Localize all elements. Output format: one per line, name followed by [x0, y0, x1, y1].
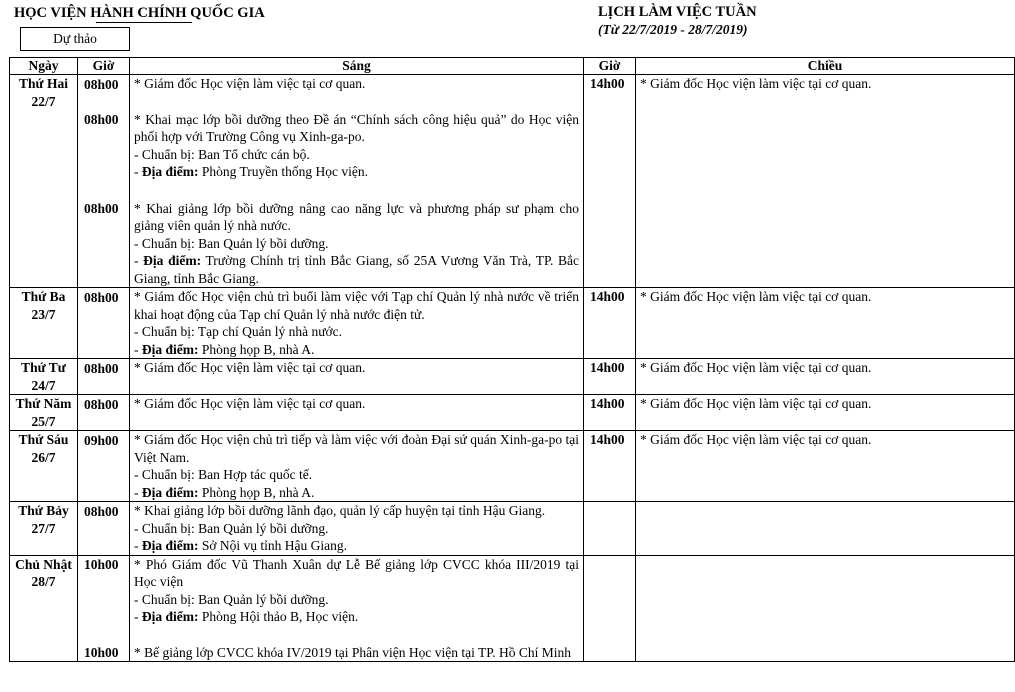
header-morning-time: Giờ: [78, 58, 130, 75]
location-value: Trường Chính trị tỉnh Bắc Giang, số 25A Vương Văn Trà, TP. Bắc Giang, tỉnh Bắc Giang.: [134, 253, 579, 286]
afternoon-time-cell: 14h00: [584, 359, 636, 395]
morning-cell: [130, 75, 584, 288]
location-value: Sở Nội vụ tỉnh Hậu Giang.: [201, 538, 348, 553]
event-preparation: - Chuẩn bị: Ban Quản lý bồi dưỡng.: [134, 520, 329, 536]
event-location: - Địa điểm: Phòng họp B, nhà A.: [134, 484, 315, 500]
morning-cell: [130, 502, 584, 556]
afternoon-cell: * Giám đốc Học viện làm việc tại cơ quan.: [636, 395, 1015, 431]
location-label: Địa điểm:: [141, 538, 199, 553]
event-time: 10h00: [84, 557, 119, 572]
day-date: 26/7: [31, 449, 56, 465]
location-value: Phòng Hội thảo B, Học viện.: [201, 609, 359, 624]
morning-event: [134, 75, 579, 93]
day-name: Chủ Nhật: [15, 556, 72, 572]
morning-time-cell: [78, 502, 130, 556]
day-name: Thứ Tư: [21, 360, 66, 375]
event-location: - Địa điểm: Phòng Truyền thống Học viện.: [134, 164, 369, 179]
morning-cell: [130, 395, 584, 431]
location-label: Địa điểm:: [143, 253, 202, 268]
day-name: Thứ Hai: [19, 76, 68, 91]
event-description: * Giám đốc Học viện làm việc tại cơ quan.: [134, 396, 366, 411]
day-date: 25/7: [31, 413, 56, 429]
location-label: Địa điểm:: [141, 484, 199, 500]
schedule-row: [10, 555, 1015, 662]
event-description: * Khai giảng lớp bồi dưỡng lãnh đạo, quản lý cấp huyện tại tỉnh Hậu Giang.: [134, 503, 546, 518]
event-time: 08h00: [84, 503, 119, 519]
afternoon-time-cell: 14h00: [584, 395, 636, 431]
day-name: Thứ Năm: [15, 396, 72, 411]
header-afternoon: Chiều: [636, 58, 1015, 75]
day-name: Thứ Bảy: [18, 503, 69, 518]
event-description: * Khai mạc lớp bồi dưỡng theo Đề án “Chính sách công hiệu quả” do Học viện phối hợp với Trường Công vụ Xinh-ga-po.: [134, 111, 579, 144]
schedule-row: [10, 502, 1015, 556]
event-time: 08h00: [84, 396, 119, 412]
morning-event: [134, 431, 579, 501]
schedule-row: [10, 395, 1015, 431]
afternoon-time-cell: 14h00: [584, 431, 636, 502]
morning-time-cell: [78, 288, 130, 359]
location-label: Địa điểm:: [141, 341, 199, 357]
draft-label: Dự thảo: [20, 27, 130, 51]
morning-event: [134, 359, 579, 377]
event-time: 08h00: [84, 201, 119, 216]
schedule-period: (Từ 22/7/2019 - 28/7/2019): [598, 22, 748, 37]
day-cell: [10, 555, 78, 662]
event-description: * Khai giảng lớp bồi dưỡng nâng cao năng lực và phương pháp sư phạm cho giảng viên quản lý nhà nước.: [134, 200, 579, 233]
morning-event: [134, 502, 579, 555]
event-location: - Địa điểm: Phòng Hội thảo B, Học viện.: [134, 609, 359, 624]
day-name: Thứ Sáu: [18, 432, 69, 447]
event-location: - Địa điểm: Trường Chính trị tỉnh Bắc Giang, số 25A Vương Văn Trà, TP. Bắc Giang, tỉnh Bắc Giang.: [134, 253, 579, 286]
afternoon-cell: * Giám đốc Học viện làm việc tại cơ quan.: [636, 359, 1015, 395]
day-cell: [10, 395, 78, 431]
morning-event: [134, 200, 579, 288]
morning-cell: [130, 431, 584, 502]
schedule-title: LỊCH LÀM VIỆC TUẦN: [598, 4, 757, 20]
day-cell: [10, 359, 78, 395]
header-afternoon-time: Giờ: [584, 58, 636, 75]
schedule-row: [10, 359, 1015, 395]
location-value: Phòng họp B, nhà A.: [201, 484, 315, 500]
afternoon-cell: [636, 502, 1015, 556]
table-header-row: [10, 58, 1015, 75]
afternoon-cell: [636, 555, 1015, 662]
morning-cell: [130, 359, 584, 395]
afternoon-time-cell: [584, 555, 636, 662]
event-description: * Giám đốc Học viện chủ trì tiếp và làm việc với đoàn Đại sứ quán Xinh-ga-po tại Việt Nam.: [134, 432, 579, 465]
event-time: 08h00: [84, 112, 119, 127]
organization-underline: [96, 22, 192, 23]
morning-time-cell: [78, 431, 130, 502]
day-cell: [10, 288, 78, 359]
afternoon-cell: * Giám đốc Học viện làm việc tại cơ quan.: [636, 75, 1015, 288]
event-location: - Địa điểm: Sở Nội vụ tỉnh Hậu Giang.: [134, 538, 348, 553]
day-date: 27/7: [31, 520, 56, 536]
morning-time-cell: [78, 555, 130, 662]
event-description: * Bế giảng lớp CVCC khóa IV/2019 tại Phân viện Học viện tại TP. Hồ Chí Minh: [134, 644, 571, 660]
weekly-schedule-table: [9, 57, 1015, 662]
schedule-row: [10, 431, 1015, 502]
event-description: * Giám đốc Học viện làm việc tại cơ quan.: [134, 360, 366, 375]
afternoon-cell: * Giám đốc Học viện làm việc tại cơ quan.: [636, 288, 1015, 359]
schedule-row: [10, 288, 1015, 359]
morning-event: [134, 111, 579, 181]
event-preparation: - Chuẩn bị: Tạp chí Quản lý nhà nước.: [134, 324, 343, 339]
event-time: 08h00: [84, 76, 119, 92]
morning-cell: [130, 288, 584, 359]
morning-time-cell: [78, 395, 130, 431]
afternoon-time-cell: [584, 502, 636, 556]
header-morning: Sáng: [130, 58, 584, 75]
event-description: * Giám đốc Học viện chủ trì buổi làm việc với Tạp chí Quản lý nhà nước về triển khai hoạt động của Tạp chí Quản lý nhà nước điện tử.: [134, 289, 579, 322]
location-label: Địa điểm:: [141, 164, 199, 179]
event-time: 08h00: [84, 360, 119, 376]
day-cell: [10, 502, 78, 556]
morning-event: [134, 395, 579, 413]
header-day: Ngày: [10, 58, 78, 75]
morning-time-cell: [78, 359, 130, 395]
event-preparation: - Chuẩn bị: Ban Quản lý bồi dưỡng.: [134, 591, 329, 607]
day-date: 23/7: [31, 306, 56, 322]
afternoon-cell: * Giám đốc Học viện làm việc tại cơ quan.: [636, 431, 1015, 502]
event-time: 10h00: [84, 645, 119, 660]
event-preparation: - Chuẩn bị: Ban Tổ chức cán bộ.: [134, 146, 310, 162]
event-time: 08h00: [84, 289, 119, 305]
event-location: - Địa điểm: Phòng họp B, nhà A.: [134, 341, 315, 357]
event-time: 09h00: [84, 432, 119, 448]
location-label: Địa điểm:: [141, 609, 199, 624]
event-preparation: - Chuẩn bị: Ban Hợp tác quốc tế.: [134, 467, 313, 482]
afternoon-time-cell: 14h00: [584, 288, 636, 359]
day-date: 22/7: [31, 93, 56, 109]
afternoon-time-cell: 14h00: [584, 75, 636, 288]
schedule-row: [10, 75, 1015, 288]
event-description: * Giám đốc Học viện làm việc tại cơ quan.: [134, 76, 366, 91]
location-value: Phòng Truyền thống Học viện.: [201, 164, 369, 179]
day-date: 28/7: [31, 574, 56, 589]
morning-time-cell: [78, 75, 130, 288]
day-cell: [10, 75, 78, 288]
day-name: Thứ Ba: [21, 289, 66, 304]
morning-event: [134, 288, 579, 358]
event-preparation: - Chuẩn bị: Ban Quản lý bồi dưỡng.: [134, 235, 329, 251]
day-date: 24/7: [31, 377, 56, 393]
organization-name: HỌC VIỆN HÀNH CHÍNH QUỐC GIA: [14, 5, 265, 21]
event-description: * Phó Giám đốc Vũ Thanh Xuân dự Lễ Bế giảng lớp CVCC khóa III/2019 tại Học viện: [134, 556, 579, 589]
morning-event: [134, 644, 579, 662]
location-value: Phòng họp B, nhà A.: [201, 341, 315, 357]
day-cell: [10, 431, 78, 502]
morning-event: [134, 556, 579, 626]
morning-cell: [130, 555, 584, 662]
